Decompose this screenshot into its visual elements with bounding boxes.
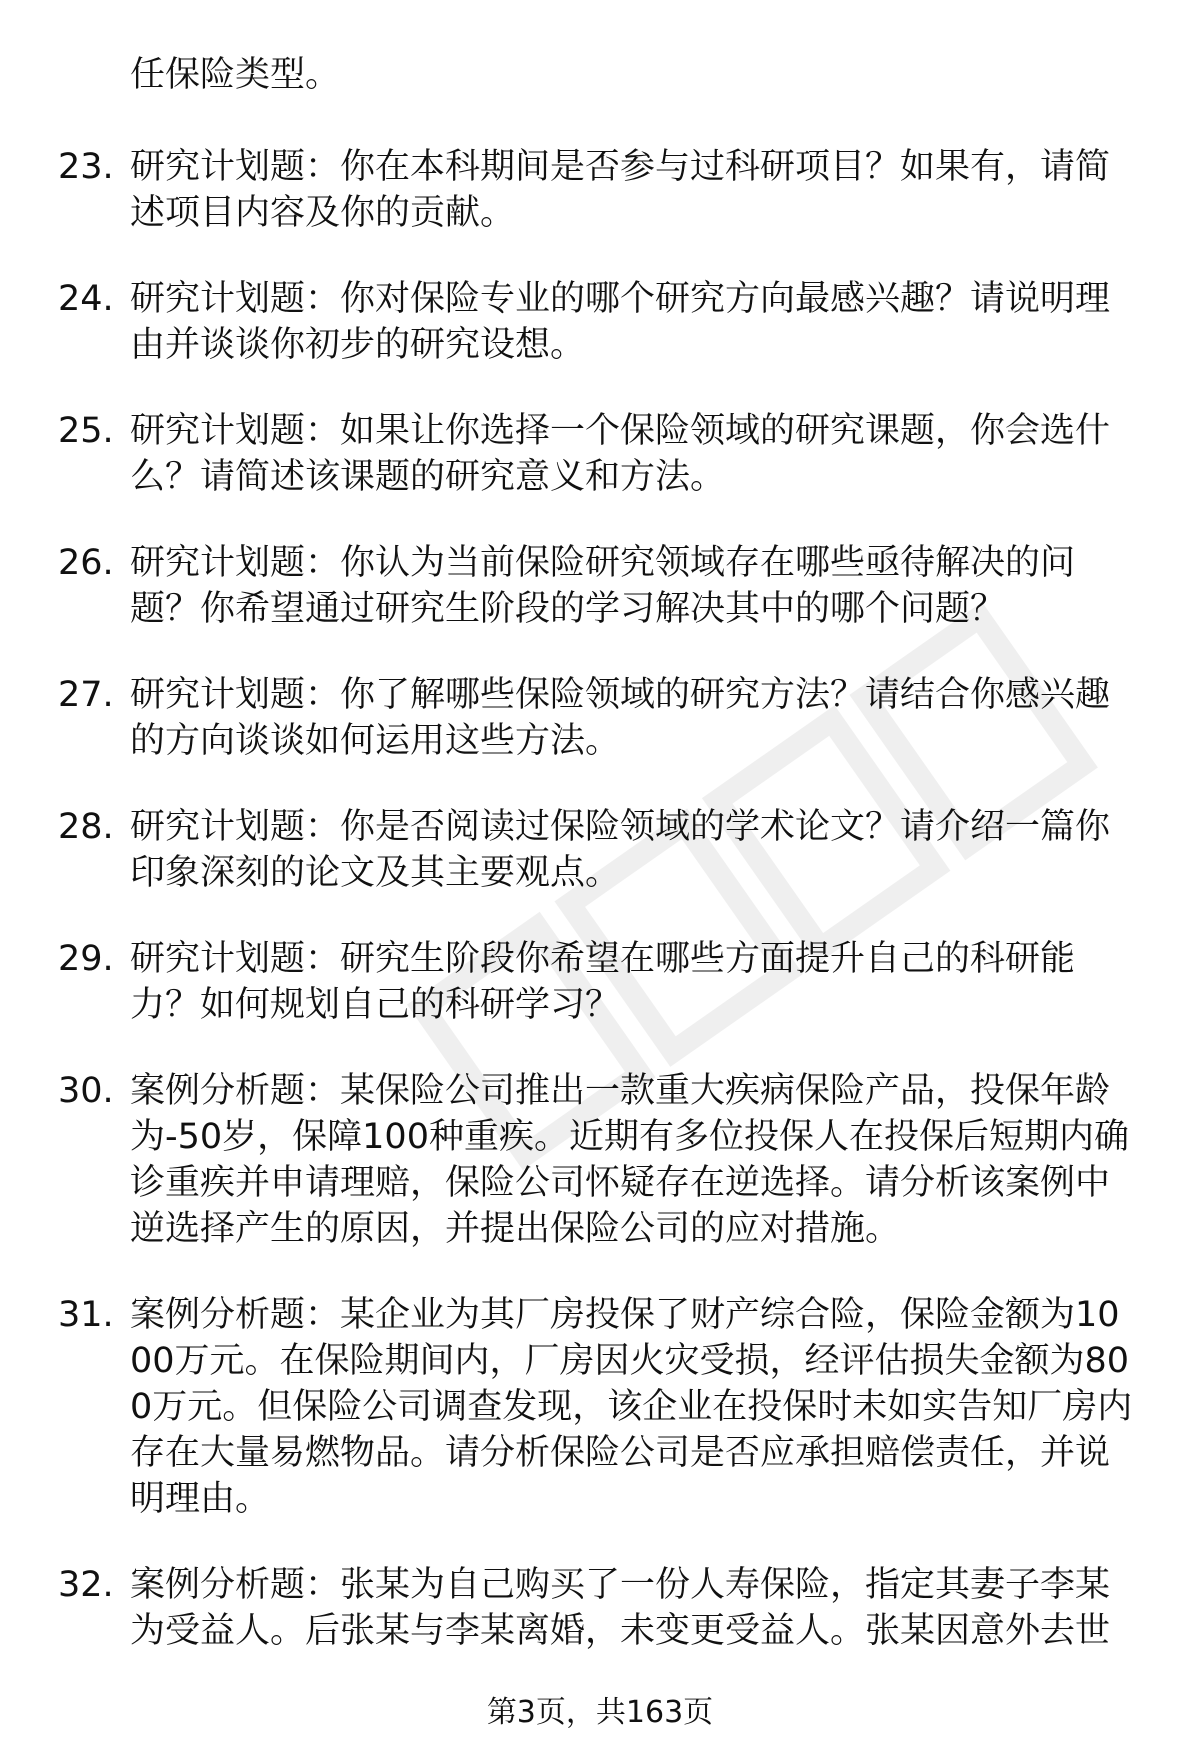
question-number: 27. [58, 675, 114, 715]
list-item [58, 276, 1140, 368]
question-text: 研究计划题：你是否阅读过保险领域的学术论文？请介绍一篇你印象深刻的论文及其主要观点。 [130, 807, 1111, 893]
question-text: 案例分析题：某企业为其厂房投保了财产综合险，保险金额为1000万元。在保险期间内，厂房因火灾受损，经评估损失金额为800万元。但保险公司调查发现，该企业在投保时未如实告知厂房内存在大量易燃物品。请分析保险公司是否应承担赔偿责任，并说明理由。 [130, 1295, 1133, 1519]
question-text: 案例分析题：张某为自己购买了一份人寿保险，指定其妻子李某为受益人。后张某与李某离婚，未变更受益人。张某因意外去世 [130, 1565, 1111, 1651]
list-item [58, 144, 1140, 236]
page-footer: 第3页，共163页 [486, 1695, 714, 1730]
list-item [58, 540, 1140, 632]
question-text: 研究计划题：如果让你选择一个保险领域的研究课题，你会选什么？请简述该课题的研究意义和方法。 [130, 411, 1111, 497]
question-text: 案例分析题：某保险公司推出一款重大疾病保险产品，投保年龄为-50岁，保障100种重疾。近期有多位投保人在投保后短期内确诊重疾并申请理赔，保险公司怀疑存在逆选择。请分析该案例中逆选择产生的原因，并提出保险公司的应对措施。 [130, 1071, 1129, 1249]
question-text: 研究计划题：研究生阶段你希望在哪些方面提升自己的科研能力？如何规划自己的科研学习？ [130, 939, 1076, 1025]
question-number: 23. [58, 147, 114, 187]
question-text: 研究计划题：你在本科期间是否参与过科研项目？如果有，请简述项目内容及你的贡献。 [130, 147, 1111, 233]
question-number: 30. [58, 1071, 114, 1111]
question-number: 31. [58, 1295, 114, 1335]
list-item [58, 936, 1140, 1028]
list-item [58, 1562, 1140, 1654]
question-number: 29. [58, 939, 114, 979]
list-item [58, 408, 1140, 500]
question-number: 28. [58, 807, 114, 847]
list-item [58, 1068, 1140, 1252]
question-number: 25. [58, 411, 114, 451]
question-text: 研究计划题：你认为当前保险研究领域存在哪些亟待解决的问题？你希望通过研究生阶段的学习解决其中的哪个问题？ [130, 543, 1076, 629]
continuation-text: 任保险类型。 [130, 55, 341, 95]
list-item [58, 672, 1140, 764]
list-item [58, 804, 1140, 896]
question-number: 24. [58, 279, 114, 319]
list-item [58, 1292, 1140, 1522]
question-number: 26. [58, 543, 114, 583]
question-text: 研究计划题：你了解哪些保险领域的研究方法？请结合你感兴趣的方向谈谈如何运用这些方法。 [130, 675, 1111, 761]
question-list [58, 144, 1140, 1654]
question-number: 32. [58, 1565, 114, 1605]
question-text: 研究计划题：你对保险专业的哪个研究方向最感兴趣？请说明理由并谈谈你初步的研究设想。 [130, 279, 1111, 365]
